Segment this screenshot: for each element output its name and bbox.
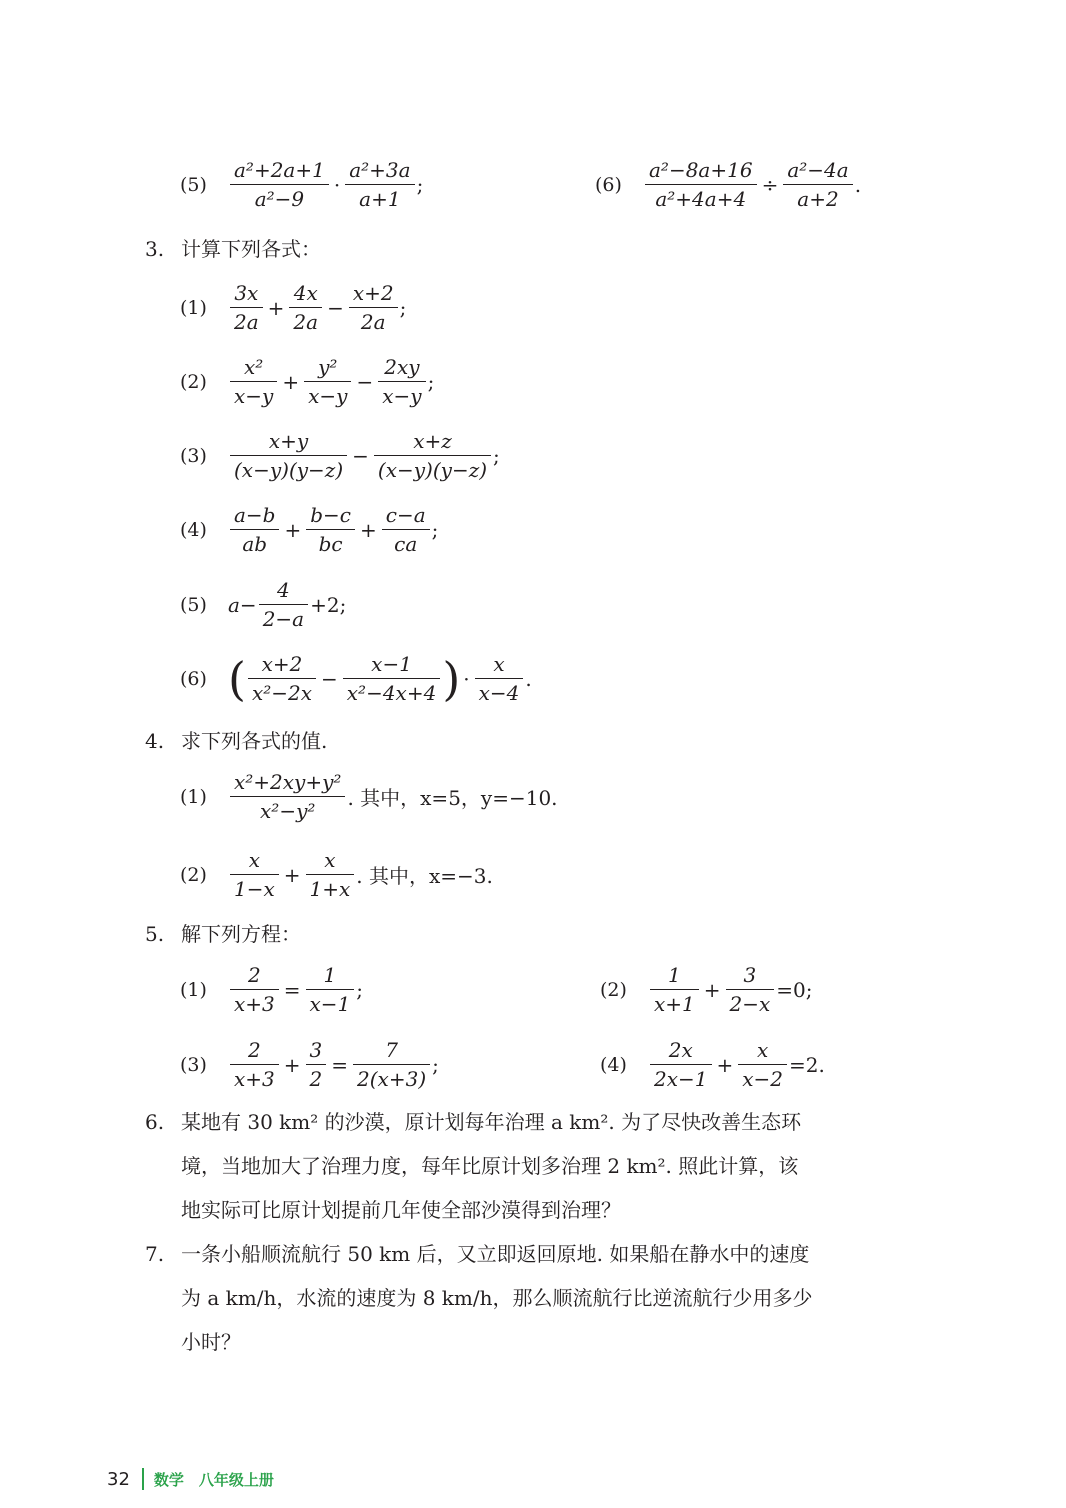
fraction: $\frac{3}{2}$ [306, 1038, 327, 1091]
fraction: $\frac{b-c}{bc}$ [306, 503, 355, 556]
problem-number: 7. [145, 1242, 165, 1266]
fraction: $\frac{x}{x-4}$ [475, 652, 524, 705]
fraction: $\frac{\text{a²+2a+1}}{\text{a²−9}}$ [230, 158, 329, 211]
exercise-5-1: (1) $\frac{2}{x+3}$ = $\frac{1}{x-1}$ ; [180, 963, 364, 1016]
label: (2) [180, 863, 207, 886]
condition-text: . 其中，x=−3. [356, 864, 493, 888]
problem-text: 某地有 30 km² 的沙漠，原计划每年治理 a km². 为了尽快改善生态环 [181, 1110, 802, 1134]
problem-6-line-3: 地实际可比原计划提前几年使全部沙漠得到治理？ [181, 1198, 621, 1222]
fraction: $\frac{3x}{2a}$ [230, 281, 263, 334]
fraction: $\frac{\text{a²−8a+16}}{\text{a²+4a+4}}$ [645, 158, 757, 211]
fraction: $\frac{\text{x²+2xy+y²}}{\text{x²−y²}}$ [230, 770, 345, 823]
fraction: $\frac{x}{1-x}$ [230, 848, 279, 901]
problem-7 [145, 1232, 945, 1364]
fraction: $\frac{4}{2-a}$ [259, 578, 308, 631]
label: (2) [180, 370, 207, 393]
label: (1) [180, 296, 207, 319]
label: (5) [180, 593, 207, 616]
problem-7-line-2: 为 a km/h，水流的速度为 8 km/h，那么顺流航行比逆流航行少用多少 [181, 1286, 813, 1310]
fraction: $\frac{\text{y²}}{x-y}$ [304, 355, 351, 408]
fraction: $\frac{c-a}{ca}$ [382, 503, 430, 556]
punctuation: ; [431, 517, 439, 542]
exercise-5-2: (2) $\frac{1}{x+1}$ + $\frac{3}{2-x}$ =0 ; [600, 963, 813, 1016]
problem-text: 求下列各式的值. [181, 729, 328, 753]
page-footer [107, 1468, 274, 1490]
fraction: $\frac{x+2}{2a}$ [349, 281, 398, 334]
label: (6) [595, 173, 622, 196]
problem-6-line-2: 境，当地加大了治理力度，每年比原计划多治理 2 km². 照此计算，该 [181, 1154, 799, 1178]
fraction: $\frac{\text{a²+3a}}{a+1}$ [345, 158, 414, 211]
fraction: $\frac{2xy}{x-y}$ [378, 355, 425, 408]
exercise-4-1 [180, 770, 558, 823]
divide-operator: ÷ [761, 172, 779, 197]
problem-number: 3. [145, 237, 165, 261]
fraction: $\frac{7}{2(x+3)}$ [353, 1038, 430, 1091]
punctuation: ; [339, 592, 347, 617]
fraction: $\frac{2}{x+3}$ [230, 963, 279, 1016]
problem-number: 5. [145, 922, 165, 946]
problem-number: 4. [145, 729, 165, 753]
exercise-5-4: (4) $\frac{2x}{2x-1}$ + $\frac{x}{x-2}$ =2 . [600, 1038, 825, 1091]
exercise-2-6 [595, 158, 861, 211]
condition-text: . 其中，x=5，y=−10. [347, 786, 558, 810]
punctuation: . [854, 172, 862, 197]
page-number: 32 [107, 1468, 130, 1490]
problem-4-title [145, 725, 327, 754]
fraction: $\frac{x}{1+x}$ [306, 848, 355, 901]
problem-6-line-1 [145, 1100, 945, 1144]
punctuation: ; [432, 1052, 439, 1077]
problem-3-title [145, 233, 321, 262]
punctuation: ; [427, 369, 435, 394]
label: (5) [180, 173, 207, 196]
label: (2) [600, 978, 627, 1001]
problem-number: 6. [145, 1110, 165, 1134]
exercise-3-1: (1) $\frac{3x}{2a}$ + $\frac{4x}{2a}$ − $\frac{x+2}{2a}$ ; [180, 281, 407, 334]
label: (4) [600, 1053, 627, 1076]
fraction: $\frac{x-1}{\text{x²−4x+4}}$ [343, 652, 441, 705]
punctuation: ; [805, 977, 813, 1002]
fraction: $\frac{x}{x-2}$ [738, 1038, 787, 1091]
fraction: $\frac{4x}{2a}$ [289, 281, 322, 334]
problem-7-line-1 [145, 1232, 945, 1276]
fraction: $\frac{x+2}{\text{x²−2x}}$ [248, 652, 316, 705]
problem-7-line-3: 小时？ [181, 1330, 241, 1354]
exercise-2-5 [180, 158, 423, 211]
fraction: $\frac{1}{x-1}$ [306, 963, 355, 1016]
fraction: $\frac{\text{x²}}{x-y}$ [230, 355, 277, 408]
problem-text: 解下列方程： [181, 922, 301, 946]
fraction: $\frac{x+z}{(x-y)(y-z)}$ [374, 429, 491, 482]
punctuation: ; [399, 295, 407, 320]
problem-5-title [145, 918, 301, 947]
book-title: 数学 八年级上册 [153, 1470, 274, 1489]
punctuation: . [525, 666, 532, 691]
label: (6) [180, 667, 207, 690]
exercise-5-3: (3) $\frac{2}{x+3}$ + $\frac{3}{2}$ = $\frac{7}{2(x+3)}$ ; [180, 1038, 439, 1091]
exercise-3-3: (3) $\frac{x+y}{(x-y)(y-z)}$ − $\frac{x+z}{(x-y)(y-z)}$ ; [180, 429, 500, 482]
punctuation: ; [416, 172, 424, 197]
exercise-3-6: (6) ( $\frac{x+2}{\text{x²−2x}}$ − $\frac{x-1}{\text{x²−4x+4}}$ ) · $\frac{x}{x-4}$ . [180, 651, 532, 706]
expression-suffix: +2 [310, 592, 340, 617]
fraction: $\frac{2x}{2x-1}$ [650, 1038, 712, 1091]
label: (3) [180, 444, 207, 467]
label: (1) [180, 785, 207, 808]
exercise-4-2: (2) $\frac{x}{1-x}$ + $\frac{x}{1+x}$ . 其中，x=−3. [180, 848, 493, 901]
fraction: $\frac{2}{x+3}$ [230, 1038, 279, 1091]
fraction: $\frac{a-b}{ab}$ [230, 503, 279, 556]
equation-rhs: =2 [789, 1052, 819, 1077]
problem-text: 计算下列各式： [181, 237, 321, 261]
exercise-3-4: (4) $\frac{a-b}{ab}$ + $\frac{b-c}{bc}$ + $\frac{c-a}{ca}$ ; [180, 503, 439, 556]
exercise-3-2: (2) $\frac{\text{x²}}{x-y}$ + $\frac{\text{y²}}{x-y}$ − $\frac{2xy}{x-y}$ ; [180, 355, 435, 408]
fraction: $\frac{3}{2-x}$ [726, 963, 775, 1016]
punctuation: . [818, 1052, 825, 1077]
label: (1) [180, 978, 207, 1001]
equation-rhs: =0 [776, 977, 806, 1002]
fraction: $\frac{\text{a²−4a}}{a+2}$ [783, 158, 852, 211]
label: (4) [180, 518, 207, 541]
expression-prefix: a− [228, 592, 257, 617]
footer-divider [142, 1468, 144, 1490]
exercise-3-5 [180, 578, 346, 631]
punctuation: ; [356, 977, 364, 1002]
problem-text: 一条小船顺流航行 50 km 后，又立即返回原地. 如果船在静水中的速度 [181, 1242, 810, 1266]
label: (3) [180, 1053, 207, 1076]
fraction: $\frac{x+y}{(x-y)(y-z)}$ [230, 429, 347, 482]
problem-6 [145, 1100, 945, 1232]
multiply-operator: · [333, 172, 341, 197]
fraction: $\frac{1}{x+1}$ [650, 963, 699, 1016]
punctuation: ; [493, 443, 500, 468]
